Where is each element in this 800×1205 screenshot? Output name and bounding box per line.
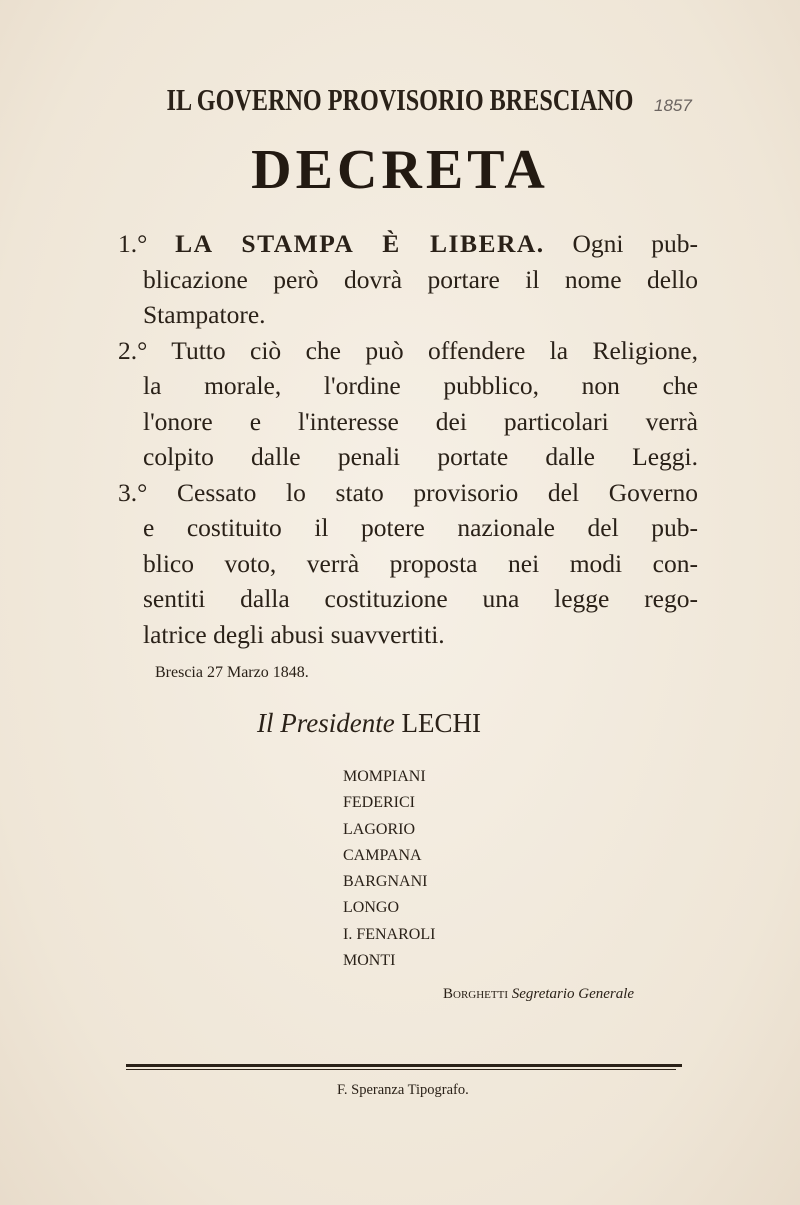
secretary-name: Borghetti [443,986,508,1002]
article-3-line: blico voto, verrà proposta nei modi con- [143,548,698,578]
article-3-line: latrice degli abusi suavvertiti. [143,619,445,649]
president-label: Il Presidente [257,708,395,738]
article-1-line: blicazione però dovrà portare il nome dello [143,264,698,294]
article-1-line [118,226,698,262]
member-name: BARGNANI [343,873,428,891]
article-3-line: e costituito il potere nazionale del pub- [143,513,698,542]
article-number: 1.° [118,229,148,258]
president-line [257,708,481,739]
article-2-line: colpito dalle penali portate dalle Leggi. [143,442,698,471]
handwritten-note: 1857 [654,96,692,115]
president-name: LECHI [401,708,481,738]
articles [118,226,698,652]
article-number: 3.° [118,477,148,507]
member-name: I. FENAROLI [343,925,436,943]
date-line: Brescia 27 Marzo 1848. [155,664,309,681]
decree-title: DECRETA [251,139,549,201]
article-2-line: la morale, l'ordine pubblico, non che [143,371,698,400]
secretary-line [443,986,634,1003]
article-text: Ogni pub- [544,229,699,258]
members-list [343,764,435,974]
member-name: MOMPIANI [343,768,426,785]
divider-rule [126,1064,682,1067]
secretary-title: Segretario Generale [511,986,635,1002]
member-name: FEDERICI [343,794,415,812]
member-name: MONTI [343,952,396,970]
article-heading: LA STAMPA È LIBERA. [175,229,545,258]
article-text: Tutto ciò che può offendere la Religione, [147,335,698,365]
article-2-line [118,333,698,369]
article-3-line [118,475,698,511]
member-name: CAMPANA [343,846,422,864]
member-name: LAGORIO [343,820,415,838]
divider-rule [126,1069,676,1070]
printer-credit: F. Speranza Tipografo. [337,1082,469,1098]
article-3-line: sentiti dalla costituzione una legge rego- [143,584,698,613]
header-title: IL GOVERNO PROVISORIO BRESCIANO [166,82,634,117]
article-1-line: Stampatore. [143,300,266,329]
article-2-line: l'onore e l'interesse dei particolari verrà [143,406,698,436]
member-name: LONGO [343,899,399,917]
article-text: Cessato lo stato provisorio del Governo [147,477,698,507]
article-number: 2.° [118,335,148,365]
